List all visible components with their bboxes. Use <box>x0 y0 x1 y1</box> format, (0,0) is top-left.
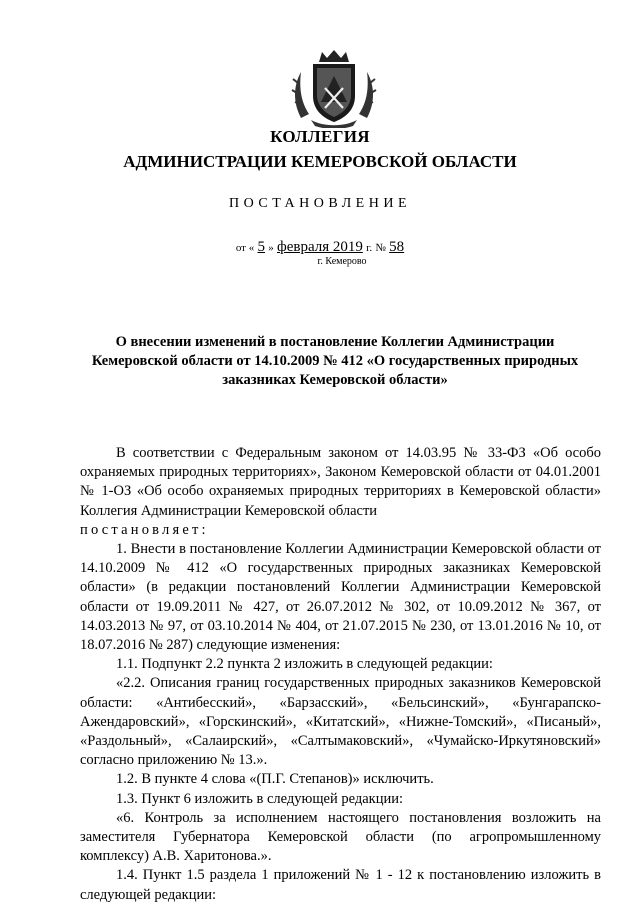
org-name-line2: АДМИНИСТРАЦИИ КЕМЕРОВСКОЙ ОБЛАСТИ <box>123 152 517 171</box>
paragraph-1-3-quote: «6. Контроль за исполнением настоящего постановления возложить на заместителя Губернатора Кемеровской области (по агропромышленному комплексу) А.В. Харитонова.». <box>80 809 601 865</box>
org-name-line1: КОЛЛЕГИЯ <box>270 127 370 146</box>
paragraph-1: 1. Внести в постановление Коллегии Администрации Кемеровской области от 14.10.2009 № 412 «О государственных природных заказниках Кемеровской области» (в редакции постановлений Коллегии Администрации Кемеровской области от 19.09.2011 № 427, от 26.07.2012 № 302, от 10.09.2012 № 367, от 14.03.2013 № 97, от 03.10.2014 № 404, от 21.07.2015 № 230, от 13.01.2016 № 10, от 18.07.2016 № 287) следующие изменения: <box>80 541 601 654</box>
doc-number: 58 <box>389 239 405 255</box>
paragraph-1-4: 1.4. Пункт 1.5 раздела 1 приложений № 1 - 12 к постановлению изложить в следующей редакции: <box>80 867 601 903</box>
paragraph-1-2: 1.2. В пункте 4 слова «(П.Г. Степанов)» исключить. <box>116 771 434 788</box>
date-month-year: февраля 2019 <box>277 239 363 255</box>
date-year-suffix: г. <box>366 242 373 254</box>
doc-type: ПОСТАНОВЛЕНИЕ <box>228 196 412 211</box>
intro-paragraph <box>80 444 601 540</box>
city: г. Кемерово <box>317 256 367 267</box>
resolves-word: постановляет: <box>80 521 209 538</box>
paragraph-1-1: 1.1. Подпункт 2.2 пункта 2 изложить в следующей редакции: <box>116 656 493 673</box>
date-day-suffix: » <box>268 242 274 254</box>
intro-text: В соответствии с Федеральным законом от 14.03.95 № 33-ФЗ «Об особо охраняемых природных территориях», Законом Кемеровской области от 04.01.2001 № 1-ОЗ «Об особо охраняемых природных территориях в Кемеровской области» Коллегия Администрации Кемеровской области <box>80 445 601 519</box>
date-prefix: от « <box>235 242 255 254</box>
document-title: О внесении изменений в постановление Коллегии Администрации Кемеровской области от 14.10.2009 № 412 «О государственных природных заказниках Кемеровской области» <box>91 334 579 388</box>
coat-of-arms-emblem <box>291 48 377 128</box>
document-body <box>80 444 601 905</box>
paragraph-1-1-quote: «2.2. Описания границ государственных природных заказников Кемеровской области: «Антибесский», «Барзасский», «Бельсинский», «Бунгарапско-Ажендаровский», «Горскинский», «Китатский», «Нижне-Томский», «Писаный», «Раздольный», «Салаирский», «Салтымаковский», «Чумайско-Иркутяновский» согласно приложению № 13.». <box>80 675 601 769</box>
paragraph-1-3: 1.3. Пункт 6 изложить в следующей редакции: <box>116 790 404 807</box>
date-day: 5 <box>257 239 265 255</box>
date-line <box>0 239 640 256</box>
number-prefix: № <box>375 242 386 254</box>
